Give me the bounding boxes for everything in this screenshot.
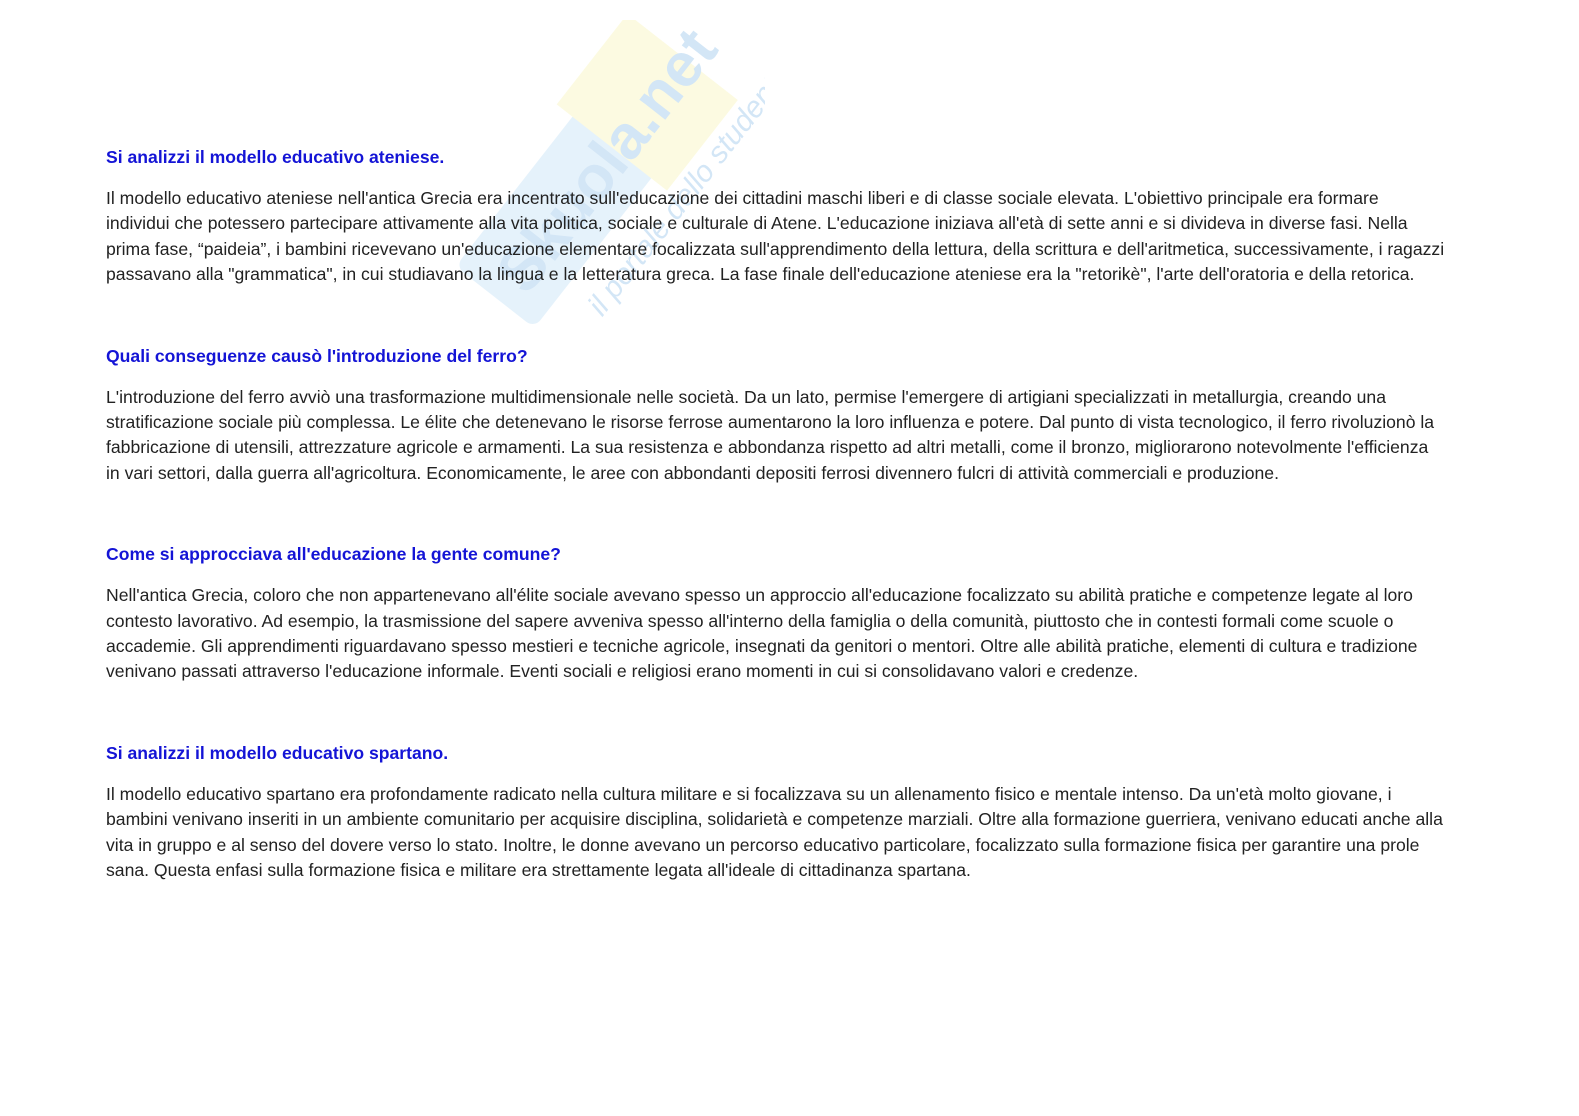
answer-paragraph: Il modello educativo spartano era profondamente radicato nella cultura militare e si focalizzava su un allenamento fisico e mentale intenso. Da un'età molto giovane, i bambini venivano inseriti in un ambiente comunitario per acquisire disciplina, solidarietà e competenze marziali. Oltre alla formazione guerriera, venivano educati anche alla vita in gruppo e al senso del dovere verso lo stato. Inoltre, le donne avevano un percorso educativo particolare, focalizzato sulla formazione fisica per garantire una prole sana. Questa enfasi sulla formazione fisica e militare era strettamente legata all'ideale di cittadinanza spartana. [106,783,1443,881]
answer-paragraph: Nell'antica Grecia, coloro che non appartenevano all'élite sociale avevano spesso un approccio all'educazione focalizzato su abilità pratiche e competenze legate al loro contesto lavorativo. Ad esempio, la trasmissione del sapere avveniva spesso all'interno della famiglia o della comunità, piuttosto che in contesti formali come scuole o accademie. Gli apprendimenti riguardavano spesso mestieri e tecniche agricole, insegnati da genitori o mentori. Oltre alle abilità pratiche, elementi di cultura e tradizione venivano passati attraverso l'educazione informale. Eventi sociali e religiosi erano momenti in cui si consolidavano valori e credenze. [106,585,1418,682]
watermark-tagline: il portale dello studente [581,58,765,322]
qa-section-spartan-education [106,737,1446,884]
answer-paragraph: Il modello educativo ateniese nell'antica Grecia era incentrato sull'educazione dei cittadini maschi liberi e di classe sociale elevata. L'obiettivo principale era formare individui che potessero partecipare attivamente alla vita politica, sociale e culturale di Atene. L'educazione iniziava all'età di sette anni e si divideva in diverse fasi. Nella prima fase, “paideia”, i bambini ricevevano un'educazione elementare focalizzata sull'apprendimento della lettura, della scrittura e dell'aritmetica, successivamente, i ragazzi passavano alla "grammatica", in cui studiavano la lingua e la letteratura greca. La fase finale dell'educazione ateniese era la "retorikè", l'arte dell'oratoria e della retorica. [106,188,1445,285]
answer-paragraph: L'introduzione del ferro avviò una trasformazione multidimensionale nelle società. Da un lato, permise l'emergere di artigiani specializzati in metallurgia, creando una stratificazione sociale più complessa. Le élite che detenevano le risorse ferrose aumentarono la loro influenza e potere. Dal punto di vista tecnologico, il ferro rivoluzionò la fabbricazione di utensili, attrezzature agricole e armamenti. La sua resistenza e abbondanza rispetto ad altri metalli, come il bronzo, migliorarono notevolmente l'efficienza in vari settori, dalla guerra all'agricoltura. Economicamente, le aree con abbondanti depositi ferrosi divennero fulcri di attività commerciali e produzione. [106,386,1435,483]
question-heading: Quali conseguenze causò l'introduzione del ferro? [106,345,528,366]
question-heading: Si analizzi il modello educativo ateniese. [106,147,445,167]
qa-section-iron-introduction [106,340,1446,487]
qa-section-athenian-education [106,141,1446,288]
qa-section-common-people-education [106,538,1446,685]
document-content [106,141,1446,884]
question-heading: Come si approcciava all'educazione la gente comune? [106,544,561,565]
watermark-logo-text: Skuola.net [483,20,731,306]
question-heading: Si analizzi il modello educativo spartano. [106,742,449,763]
